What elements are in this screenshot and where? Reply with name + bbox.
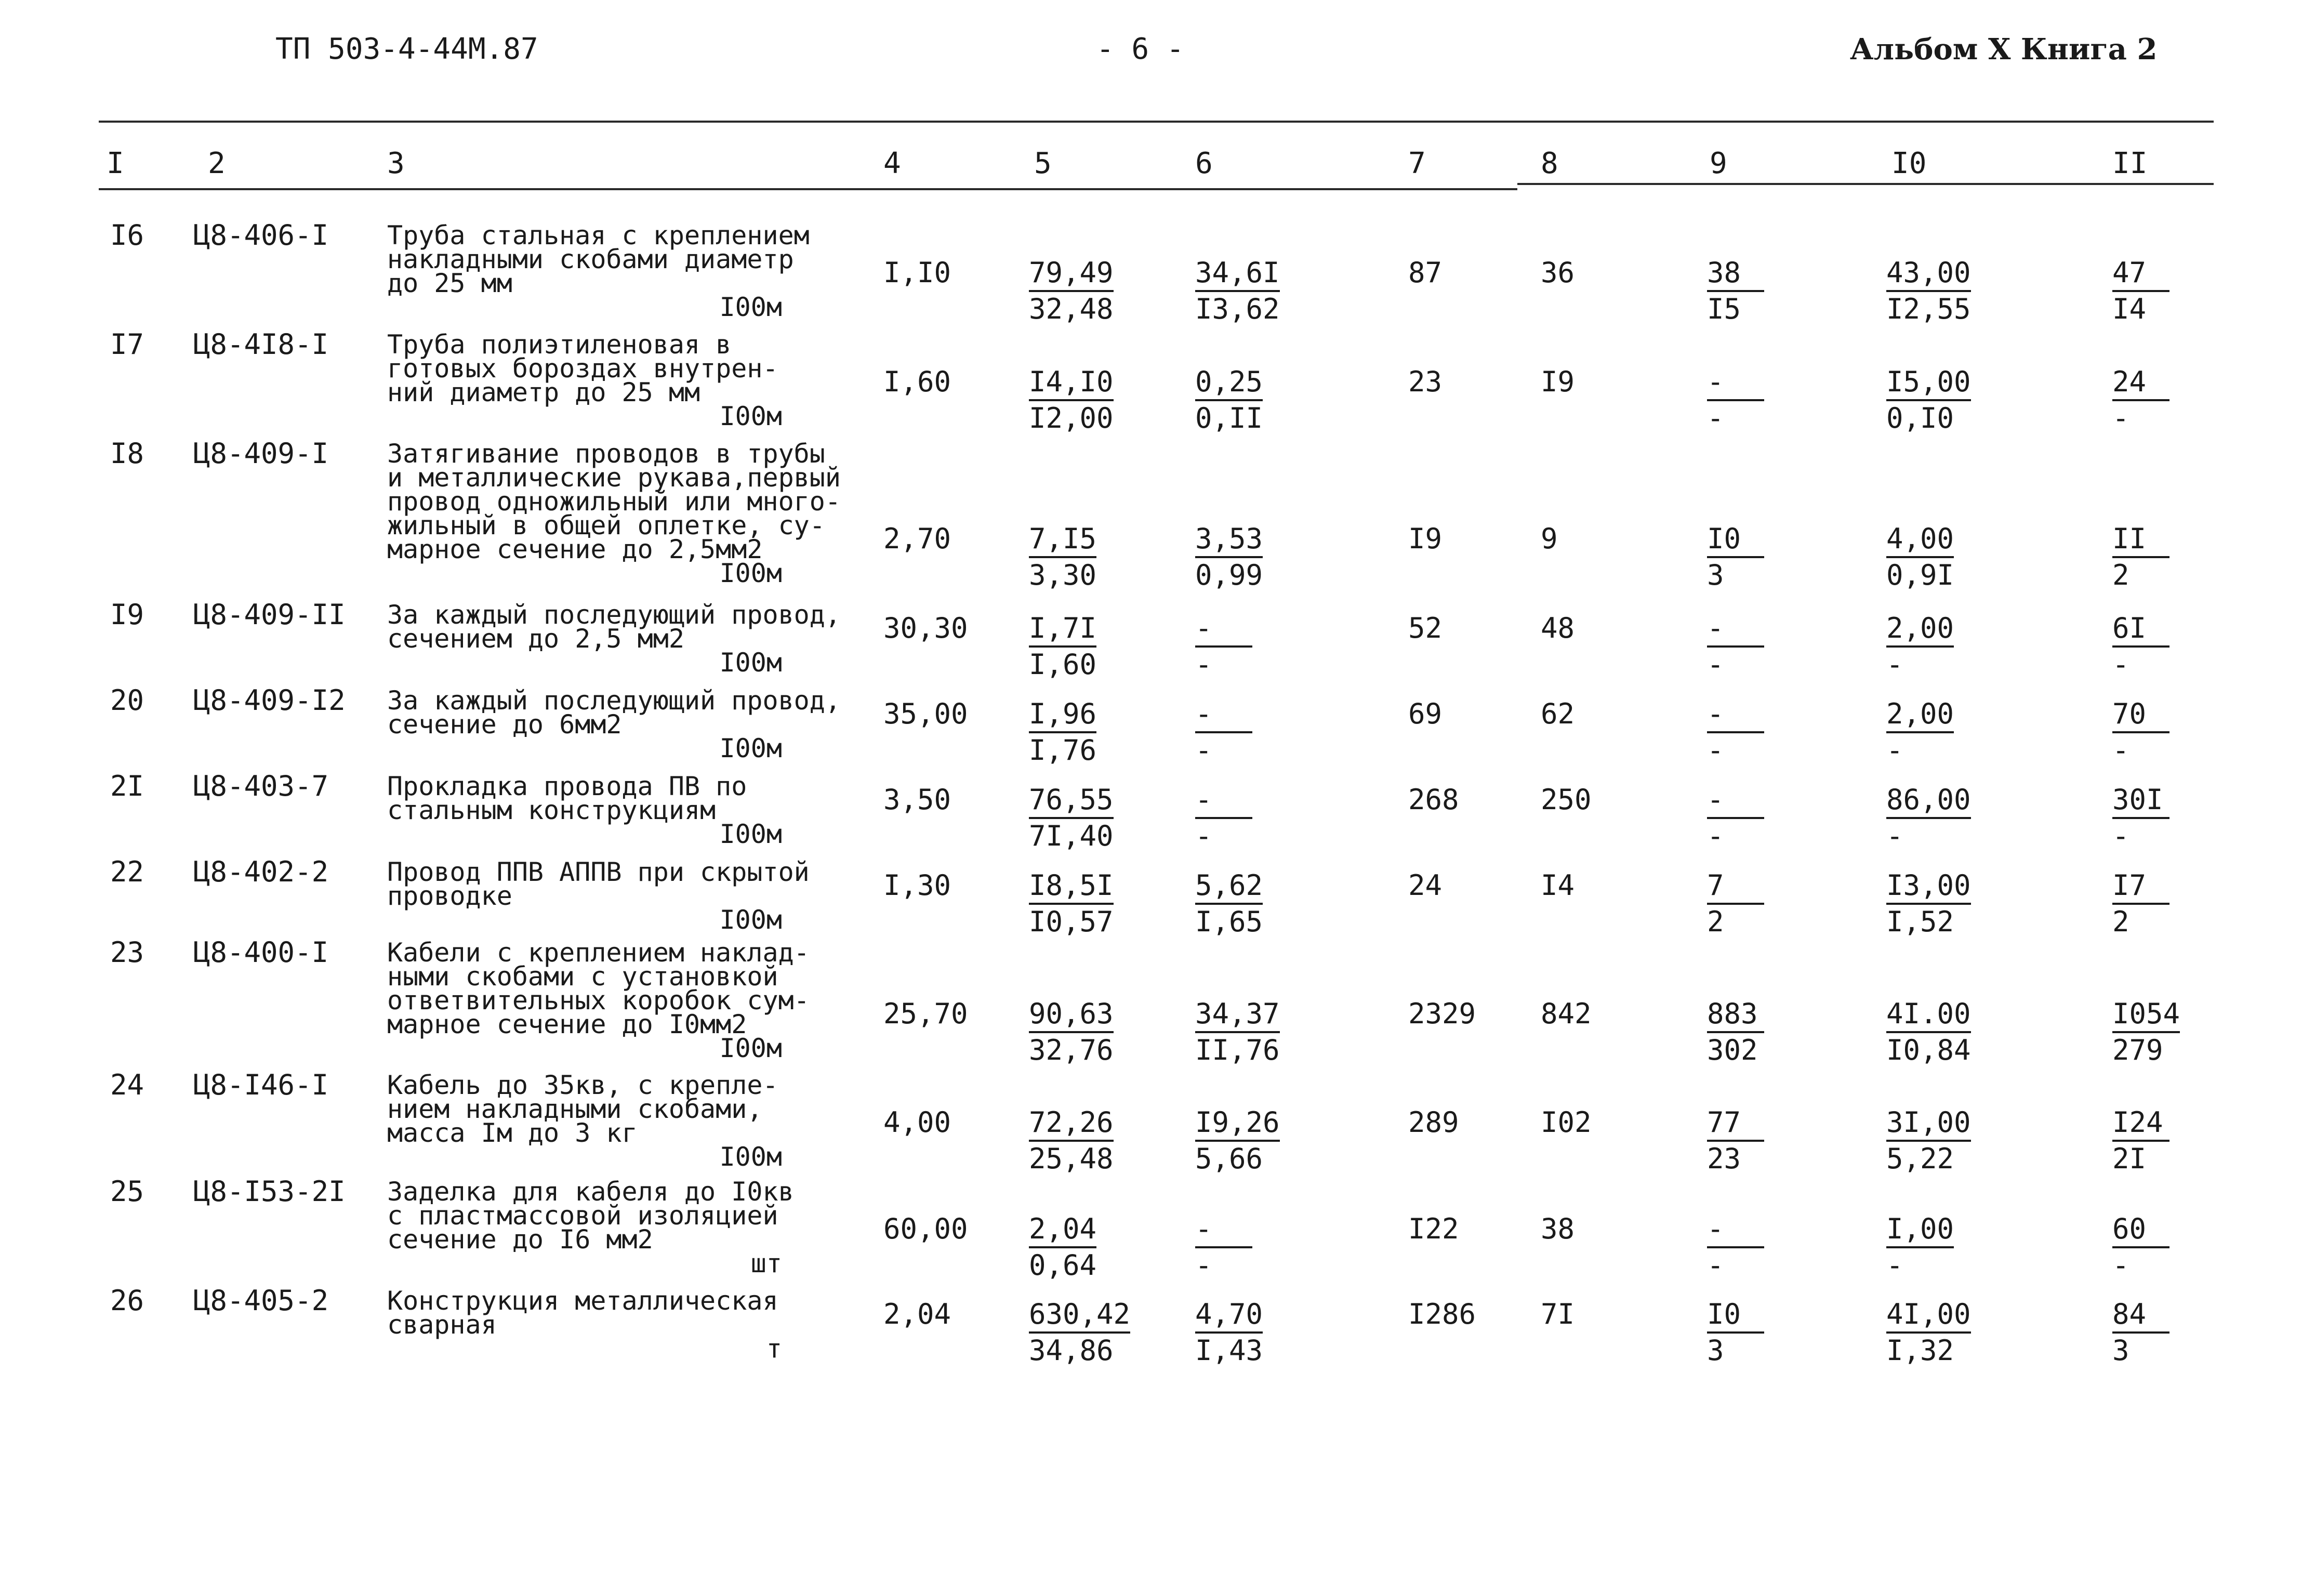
column-header-2: 2 [208, 147, 226, 180]
row-number: 25 [110, 1175, 144, 1208]
total-value: I9 [1408, 522, 1443, 555]
description-line: марное сечение до I0мм2 [387, 1009, 747, 1039]
column-header-5: 5 [1034, 147, 1052, 180]
measurement-unit: т [766, 1334, 782, 1364]
operation-value-numerator: I0 [1707, 522, 1764, 558]
labor-total-denominator: - [2112, 648, 2129, 681]
cost-machines-numerator: - [1195, 697, 1252, 733]
work-description [387, 600, 841, 678]
description-line: сечение до I6 мм2 [387, 1224, 653, 1255]
operation-value-denominator: 2 [1707, 905, 1724, 938]
labor-unit [1886, 783, 1971, 853]
work-description [387, 439, 841, 588]
operation-value-denominator: - [1707, 820, 1724, 852]
work-description [387, 1286, 782, 1364]
labor-total-numerator: 24 [2112, 365, 2169, 401]
quantity: I,I0 [883, 256, 951, 289]
total-value: 268 [1408, 783, 1459, 816]
description-line: ний диаметр до 25 мм [387, 377, 700, 407]
cost-total-denominator: I0,57 [1029, 905, 1114, 938]
cost-total [1029, 522, 1096, 592]
labor-unit-denominator: - [1886, 1249, 1903, 1282]
labor-total-denominator: - [2112, 734, 2129, 767]
row-number: I7 [110, 328, 144, 361]
operation-value-denominator: I5 [1707, 293, 1741, 325]
cost-machines-denominator: - [1195, 648, 1212, 681]
labor-total-denominator: 2 [2112, 559, 2129, 591]
quantity: 30,30 [883, 612, 968, 644]
row-number: 2I [110, 770, 144, 802]
cost-total-numerator: 76,55 [1029, 783, 1114, 819]
labor-unit-numerator: 4I,00 [1886, 1297, 1971, 1334]
labor-total-denominator: 2I [2112, 1142, 2147, 1175]
cost-machines [1195, 1212, 1252, 1283]
cost-machines [1195, 611, 1252, 682]
cost-total-numerator: I4,I0 [1029, 365, 1114, 401]
operation-value-numerator: - [1707, 611, 1764, 648]
measurement-unit: I00м [719, 558, 782, 588]
labor-total [2112, 783, 2169, 853]
operation-value-denominator: - [1707, 1249, 1724, 1282]
labor-unit-numerator: 43,00 [1886, 256, 1971, 292]
cost-machines-numerator: 0,25 [1195, 365, 1263, 401]
labor-total-numerator: 47 [2112, 256, 2169, 292]
cost-machines-denominator: - [1195, 820, 1212, 852]
operation-value [1707, 868, 1764, 939]
wages-value: 9 [1541, 522, 1558, 555]
description-line: готовых бороздах внутрен- [387, 353, 778, 384]
cost-machines-numerator: 34,37 [1195, 997, 1280, 1033]
column-header-7: 7 [1408, 147, 1426, 180]
description-line: сечение до 6мм2 [387, 709, 622, 740]
total-value: 52 [1408, 612, 1443, 644]
operation-value-numerator: 77 [1707, 1105, 1764, 1142]
cost-total-denominator: 32,48 [1029, 293, 1114, 325]
cost-total [1029, 1105, 1114, 1176]
rate-code: Ц8-I46-I [193, 1069, 329, 1101]
cost-machines-numerator: 3,53 [1195, 522, 1263, 558]
description-line: Прокладка провода ПВ по [387, 771, 747, 801]
header-rule-right [1517, 183, 2214, 185]
measurement-unit: I00м [719, 1142, 782, 1172]
labor-unit-denominator: I0,84 [1886, 1034, 1971, 1066]
description-line: до 25 мм [387, 268, 512, 298]
operation-value [1707, 1297, 1764, 1368]
quantity: 25,70 [883, 997, 968, 1030]
cost-machines-denominator: 5,66 [1195, 1142, 1263, 1175]
operation-value [1707, 783, 1764, 853]
cost-total [1029, 256, 1114, 326]
cost-total-numerator: 79,49 [1029, 256, 1114, 292]
labor-total [2112, 522, 2169, 592]
labor-unit-denominator: I,52 [1886, 905, 1954, 938]
cost-machines-numerator: I9,26 [1195, 1105, 1280, 1142]
description-line: стальным конструкциям [387, 795, 716, 825]
labor-total-numerator: 60 [2112, 1212, 2169, 1248]
labor-total-denominator: - [2112, 820, 2129, 852]
operation-value-denominator: 3 [1707, 1334, 1724, 1367]
wages-value: 7I [1541, 1298, 1575, 1330]
measurement-unit: I00м [719, 648, 782, 678]
cost-machines [1195, 1297, 1263, 1368]
work-description [387, 857, 810, 935]
cost-total [1029, 1297, 1130, 1368]
cost-total-denominator: I2,00 [1029, 402, 1114, 434]
operation-value-numerator: I0 [1707, 1297, 1764, 1334]
total-value: 87 [1408, 256, 1443, 289]
operation-value-denominator: - [1707, 734, 1724, 767]
work-description [387, 1070, 782, 1172]
cost-machines-denominator: 0,II [1195, 402, 1263, 434]
cost-total-denominator: I,76 [1029, 734, 1097, 767]
cost-machines-numerator: - [1195, 783, 1252, 819]
row-number: 20 [110, 684, 144, 717]
rate-code: Ц8-400-I [193, 936, 329, 969]
wages-value: 62 [1541, 697, 1575, 730]
measurement-unit: I00м [719, 292, 782, 322]
labor-unit-denominator: 0,9I [1886, 559, 1954, 591]
operation-value-denominator: - [1707, 648, 1724, 681]
cost-total-numerator: 72,26 [1029, 1105, 1114, 1142]
cost-machines-numerator: - [1195, 1212, 1252, 1248]
operation-value [1707, 1105, 1764, 1176]
column-header-11: II [2112, 147, 2148, 180]
labor-total [2112, 256, 2169, 326]
labor-total [2112, 997, 2180, 1067]
total-value: I286 [1408, 1298, 1476, 1330]
wages-value: 250 [1541, 783, 1592, 816]
rate-code: Ц8-403-7 [193, 770, 329, 802]
row-number: 23 [110, 936, 144, 969]
operation-value [1707, 697, 1764, 768]
quantity: 2,04 [883, 1298, 951, 1330]
description-line: жильный в общей оплетке, су- [387, 510, 825, 540]
cost-total-numerator: I,96 [1029, 697, 1096, 733]
description-line: Труба стальная с креплением [387, 220, 810, 250]
cost-machines-numerator: 4,70 [1195, 1297, 1263, 1334]
operation-value [1707, 256, 1764, 326]
cost-total-numerator: I8,5I [1029, 868, 1114, 905]
labor-unit-denominator: - [1886, 648, 1903, 681]
measurement-unit: I00м [719, 401, 782, 431]
work-description [387, 329, 782, 431]
cost-machines-denominator: I,65 [1195, 905, 1263, 938]
total-value: 289 [1408, 1106, 1459, 1139]
labor-unit [1886, 256, 1971, 326]
column-header-1: I [107, 147, 124, 180]
description-line: Кабели с креплением наклад- [387, 938, 810, 968]
cost-total-denominator: 0,64 [1029, 1249, 1097, 1282]
labor-unit [1886, 1212, 1954, 1283]
labor-unit-denominator: - [1886, 820, 1903, 852]
cost-machines [1195, 522, 1263, 592]
description-line: За каждый последующий провод, [387, 685, 841, 716]
cost-total-numerator: 630,42 [1029, 1297, 1130, 1334]
labor-unit [1886, 997, 1971, 1067]
description-line: ответвительных коробок сум- [387, 985, 810, 1015]
labor-unit-denominator: 5,22 [1886, 1142, 1954, 1175]
column-header-9: 9 [1710, 147, 1727, 180]
description-line: и металлические рукава,первый [387, 463, 841, 493]
row-number: I6 [110, 219, 144, 252]
operation-value-denominator: 302 [1707, 1034, 1758, 1066]
quantity: 35,00 [883, 697, 968, 730]
cost-machines [1195, 783, 1252, 853]
quantity: 2,70 [883, 522, 951, 555]
document-code: ТП 503-4-44М.87 [275, 32, 538, 66]
labor-unit-numerator: 2,00 [1886, 611, 1954, 648]
page-number: - 6 - [1096, 32, 1184, 66]
operation-value-numerator: - [1707, 1212, 1764, 1248]
cost-machines-denominator: - [1195, 1249, 1212, 1282]
labor-total-denominator: - [2112, 402, 2129, 434]
measurement-unit: I00м [719, 733, 782, 763]
measurement-unit: I00м [719, 1033, 782, 1063]
description-line: накладными скобами диаметр [387, 244, 794, 274]
labor-total-numerator: I054 [2112, 997, 2180, 1033]
cost-total-numerator: 90,63 [1029, 997, 1114, 1033]
rate-code: Ц8-4I8-I [193, 328, 329, 361]
work-description [387, 220, 810, 322]
labor-total-denominator: - [2112, 1249, 2129, 1282]
labor-total-denominator: 279 [2112, 1034, 2163, 1066]
cost-total-denominator: 3,30 [1029, 559, 1097, 591]
rate-code: Ц8-409-I2 [193, 684, 346, 717]
labor-total [2112, 697, 2169, 768]
work-description [387, 1177, 794, 1278]
labor-unit [1886, 1297, 1971, 1368]
description-line: сечением до 2,5 мм2 [387, 624, 684, 654]
top-rule [99, 121, 2214, 123]
description-line: масса Iм до 3 кг [387, 1118, 638, 1148]
labor-total-numerator: 84 [2112, 1297, 2169, 1334]
total-value: 24 [1408, 869, 1443, 902]
operation-value-numerator: - [1707, 697, 1764, 733]
operation-value-numerator: - [1707, 365, 1764, 401]
labor-unit-numerator: 4,00 [1886, 522, 1954, 558]
operation-value [1707, 365, 1764, 436]
labor-total [2112, 1105, 2169, 1176]
labor-unit [1886, 697, 1954, 768]
cost-machines-denominator: II,76 [1195, 1034, 1280, 1066]
rate-code: Ц8-402-2 [193, 855, 329, 888]
cost-machines [1195, 256, 1280, 326]
cost-machines [1195, 997, 1280, 1067]
labor-unit [1886, 1105, 1971, 1176]
labor-total-numerator: 70 [2112, 697, 2169, 733]
cost-machines-denominator: 0,99 [1195, 559, 1263, 591]
cost-machines [1195, 697, 1252, 768]
wages-value: I4 [1541, 869, 1575, 902]
operation-value [1707, 997, 1764, 1067]
wages-value: I9 [1541, 365, 1575, 398]
labor-unit-numerator: 86,00 [1886, 783, 1971, 819]
rate-code: Ц8-405-2 [193, 1284, 329, 1317]
labor-unit-numerator: 4I.00 [1886, 997, 1971, 1033]
labor-unit [1886, 868, 1971, 939]
cost-machines-numerator: - [1195, 611, 1252, 648]
description-line: Заделка для кабеля до I0кв [387, 1177, 794, 1207]
operation-value-denominator: - [1707, 402, 1724, 434]
cost-total-denominator: 7I,40 [1029, 820, 1114, 852]
cost-machines [1195, 868, 1263, 939]
labor-unit [1886, 365, 1971, 436]
cost-total-numerator: 7,I5 [1029, 522, 1096, 558]
cost-machines-numerator: 34,6I [1195, 256, 1280, 292]
row-number: 24 [110, 1069, 144, 1101]
rate-code: Ц8-I53-2I [193, 1175, 346, 1208]
labor-unit [1886, 611, 1954, 682]
operation-value-denominator: 3 [1707, 559, 1724, 591]
quantity: I,60 [883, 365, 951, 398]
header-rule-left [99, 188, 1517, 190]
cost-total-denominator: 32,76 [1029, 1034, 1114, 1066]
description-line: проводке [387, 881, 512, 911]
labor-total-numerator: II [2112, 522, 2169, 558]
description-line: сварная [387, 1310, 497, 1340]
total-value: I22 [1408, 1212, 1459, 1245]
labor-total [2112, 868, 2169, 939]
operation-value [1707, 1212, 1764, 1283]
wages-value: 842 [1541, 997, 1592, 1030]
cost-machines-numerator: 5,62 [1195, 868, 1263, 905]
album-label: Альбом X Книга 2 [1850, 32, 2158, 67]
quantity: 3,50 [883, 783, 951, 816]
cost-total [1029, 868, 1114, 939]
description-line: ными скобами с установкой [387, 961, 778, 992]
description-line: марное сечение до 2,5мм2 [387, 534, 763, 564]
column-header-4: 4 [883, 147, 901, 180]
rate-code: Ц8-409-II [193, 598, 346, 631]
labor-total [2112, 611, 2169, 682]
operation-value [1707, 611, 1764, 682]
cost-total [1029, 611, 1096, 682]
operation-value-numerator: 7 [1707, 868, 1764, 905]
operation-value-numerator: - [1707, 783, 1764, 819]
cost-total [1029, 783, 1114, 853]
quantity: 60,00 [883, 1212, 968, 1245]
column-header-10: I0 [1891, 147, 1927, 180]
cost-machines-denominator: I3,62 [1195, 293, 1280, 325]
description-line: провод одножильный или много- [387, 486, 841, 517]
labor-total-numerator: 30I [2112, 783, 2169, 819]
quantity: I,30 [883, 869, 951, 902]
labor-total-denominator: 2 [2112, 905, 2129, 938]
operation-value-denominator: 23 [1707, 1142, 1741, 1175]
work-description [387, 938, 810, 1063]
cost-total-numerator: 2,04 [1029, 1212, 1096, 1248]
description-line: с пластмассовой изоляцией [387, 1201, 778, 1231]
cost-machines [1195, 365, 1263, 436]
cost-total-denominator: 34,86 [1029, 1334, 1114, 1367]
wages-value: 38 [1541, 1212, 1575, 1245]
labor-unit-denominator: I2,55 [1886, 293, 1971, 325]
description-line: Кабель до 35кв, с крепле- [387, 1070, 778, 1100]
measurement-unit: шт [750, 1248, 782, 1278]
operation-value-numerator: 38 [1707, 256, 1764, 292]
labor-unit-numerator: I3,00 [1886, 868, 1971, 905]
row-number: 22 [110, 855, 144, 888]
description-line: Конструкция металлическая [387, 1286, 778, 1316]
labor-total-denominator: 3 [2112, 1334, 2129, 1367]
labor-total-numerator: I7 [2112, 868, 2169, 905]
cost-total [1029, 997, 1114, 1067]
measurement-unit: I00м [719, 905, 782, 935]
cost-machines [1195, 1105, 1280, 1176]
labor-unit-denominator: 0,I0 [1886, 402, 1954, 434]
rate-code: Ц8-406-I [193, 219, 329, 252]
column-header-6: 6 [1195, 147, 1213, 180]
total-value: 69 [1408, 697, 1443, 730]
labor-unit-numerator: I5,00 [1886, 365, 1971, 401]
labor-unit-denominator: - [1886, 734, 1903, 767]
column-header-8: 8 [1541, 147, 1558, 180]
cost-total-denominator: I,60 [1029, 648, 1097, 681]
labor-total-numerator: 6I [2112, 611, 2169, 648]
row-number: I8 [110, 437, 144, 470]
description-line: Труба полиэтиленовая в [387, 329, 732, 360]
wages-value: 36 [1541, 256, 1575, 289]
operation-value [1707, 522, 1764, 592]
cost-machines-denominator: - [1195, 734, 1212, 767]
quantity: 4,00 [883, 1106, 951, 1139]
labor-unit-numerator: 2,00 [1886, 697, 1954, 733]
description-line: Провод ППВ АППВ при скрытой [387, 857, 810, 887]
cost-total-denominator: 25,48 [1029, 1142, 1114, 1175]
labor-unit-numerator: 3I,00 [1886, 1105, 1971, 1142]
wages-value: 48 [1541, 612, 1575, 644]
total-value: 23 [1408, 365, 1443, 398]
work-description [387, 685, 841, 763]
labor-total [2112, 1212, 2169, 1283]
row-number: 26 [110, 1284, 144, 1317]
wages-value: I02 [1541, 1106, 1592, 1139]
labor-total-numerator: I24 [2112, 1105, 2169, 1142]
rate-code: Ц8-409-I [193, 437, 329, 470]
cost-machines-denominator: I,43 [1195, 1334, 1263, 1367]
description-line: нием накладными скобами, [387, 1094, 763, 1124]
cost-total [1029, 365, 1114, 436]
labor-unit-denominator: I,32 [1886, 1334, 1954, 1367]
labor-total [2112, 1297, 2169, 1368]
description-line: Затягивание проводов в трубы [387, 439, 825, 469]
labor-unit-numerator: I,00 [1886, 1212, 1954, 1248]
labor-unit [1886, 522, 1954, 592]
cost-total-numerator: I,7I [1029, 611, 1096, 648]
row-number: I9 [110, 598, 144, 631]
operation-value-numerator: 883 [1707, 997, 1764, 1033]
cost-total [1029, 1212, 1096, 1283]
work-description [387, 771, 782, 849]
cost-total [1029, 697, 1096, 768]
total-value: 2329 [1408, 997, 1476, 1030]
measurement-unit: I00м [719, 819, 782, 849]
labor-total-denominator: I4 [2112, 293, 2147, 325]
labor-total [2112, 365, 2169, 436]
description-line: За каждый последующий провод, [387, 600, 841, 630]
column-header-3: 3 [387, 147, 405, 180]
